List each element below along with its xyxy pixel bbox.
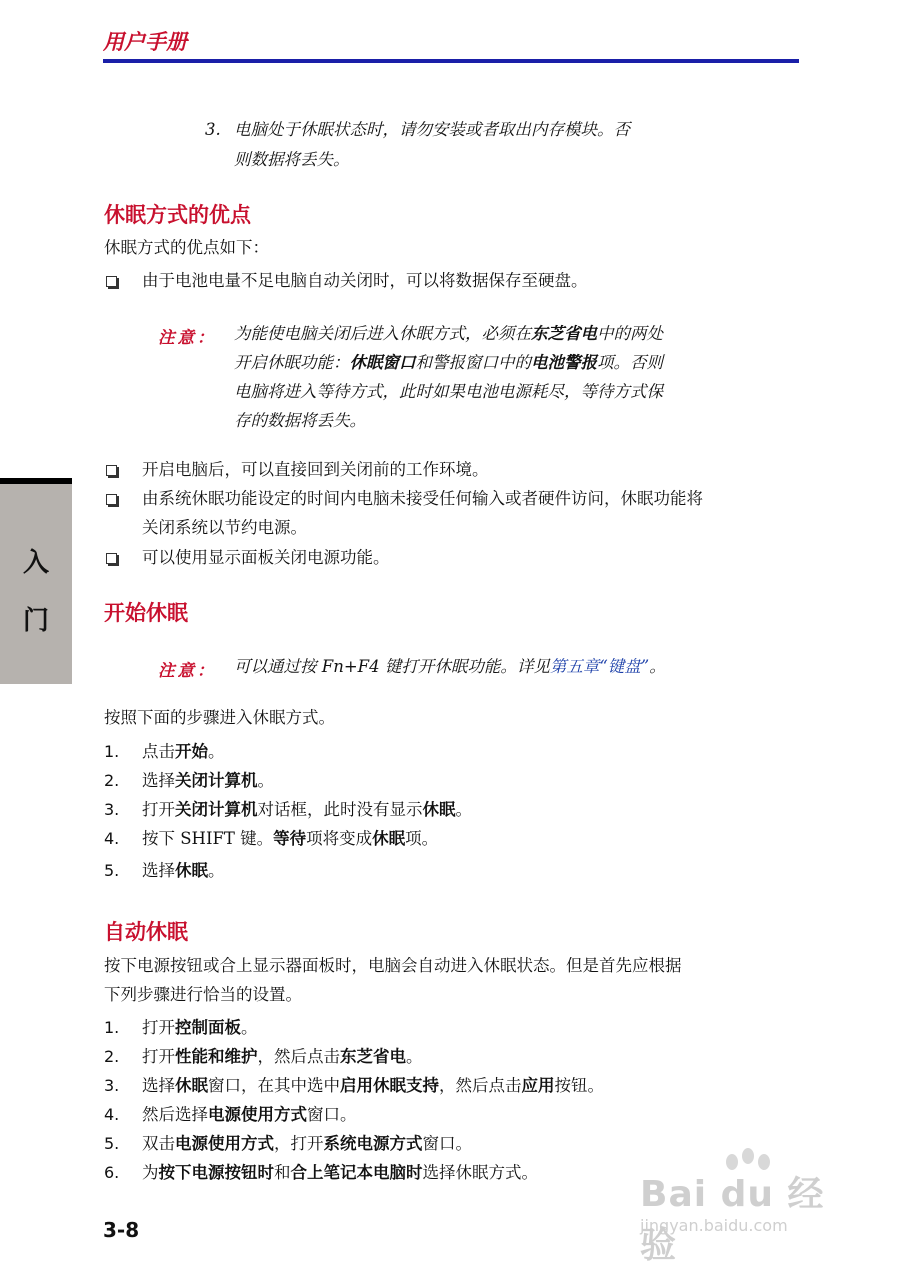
header-divider [103, 59, 799, 63]
page-number: 3-8 [103, 1218, 140, 1242]
note-bold-term: 休眠窗口 [349, 353, 416, 372]
note-text: 可以通过按 Fn+F4 键打开休眠功能。详见 [234, 657, 550, 676]
intro-item-line1: 电脑处于休眠状态时，请勿安装或者取出内存模块。否 [234, 120, 630, 139]
note-line-4: 存的数据将丢失。 [234, 411, 366, 430]
note-label: 注意： [158, 661, 217, 680]
step-number: 2. [104, 771, 120, 790]
step-text: 双击电源使用方式，打开系统电源方式窗口。 [142, 1134, 472, 1153]
note-text: 项。否则 [597, 353, 663, 372]
note-fn-f4 [234, 657, 666, 677]
side-tab-char-2: 门 [22, 606, 49, 636]
step-text: 打开关闭计算机对话框，此时没有显示休眠。 [142, 800, 472, 819]
note-text: 。 [649, 657, 666, 676]
watermark-url: jingyan.baidu.com [640, 1216, 788, 1235]
auto-lead-line2: 下列步骤进行恰当的设置。 [104, 985, 302, 1004]
section-heading-advantages: 休眠方式的优点 [104, 203, 251, 227]
advantage-item-3-line1: 由系统休眠功能设定的时间内电脑未接受任何输入或者硬件访问，休眠功能将 [142, 489, 703, 508]
advantages-lead: 休眠方式的优点如下： [104, 238, 269, 257]
side-tab-char-1: 入 [22, 548, 49, 578]
step-text: 选择关闭计算机。 [142, 771, 274, 790]
step-text: 打开控制面板。 [142, 1018, 258, 1037]
note-line-2 [234, 353, 663, 373]
step-text: 按下 SHIFT 键。等待项将变成休眠项。 [142, 829, 439, 848]
step-text: 然后选择电源使用方式窗口。 [142, 1105, 357, 1124]
checkbox-bullet-icon [106, 494, 117, 505]
step-number: 6. [104, 1163, 120, 1182]
note-text: 中的两处 [597, 324, 663, 343]
intro-item-line2: 则数据将丢失。 [234, 150, 350, 169]
note-label: 注意： [158, 328, 217, 347]
step-number: 3. [104, 1076, 120, 1095]
note-text: 和警报窗口中的 [415, 353, 531, 372]
section-heading-start-hibernate: 开始休眠 [104, 601, 188, 625]
step-text: 选择休眠窗口，在其中选中启用休眠支持，然后点击应用按钮。 [142, 1076, 604, 1095]
note-text: 为能使电脑关闭后进入休眠方式，必须在 [234, 324, 531, 343]
watermark-brand: Bai du 经验 [640, 1174, 825, 1266]
step-number: 1. [104, 1018, 120, 1037]
manual-title: 用户手册 [103, 30, 187, 54]
steps-lead: 按照下面的步骤进入休眠方式。 [104, 708, 335, 727]
advantage-item-4: 可以使用显示面板关闭电源功能。 [142, 548, 390, 567]
step-number: 5. [104, 1134, 120, 1153]
step-number: 4. [104, 1105, 120, 1124]
chapter-side-tab [0, 478, 72, 684]
section-heading-auto-hibernate: 自动休眠 [104, 920, 188, 944]
advantage-item-3-line2: 关闭系统以节约电源。 [142, 518, 307, 537]
step-number: 2. [104, 1047, 120, 1066]
intro-item-number: 3. [205, 120, 221, 139]
note-line-1 [234, 324, 663, 344]
checkbox-bullet-icon [106, 465, 117, 476]
step-text: 点击开始。 [142, 742, 225, 761]
note-text: 开启休眠功能： [234, 353, 350, 372]
step-number: 3. [104, 800, 120, 819]
note-line-3: 电脑将进入等待方式，此时如果电池电源耗尽，等待方式保 [234, 382, 663, 401]
keyboard-chapter-link[interactable]: 第五章“键盘” [549, 657, 650, 676]
step-text: 选择休眠。 [142, 861, 225, 880]
advantage-item-2: 开启电脑后，可以直接回到关闭前的工作环境。 [142, 460, 489, 479]
advantage-item-1: 由于电池电量不足电脑自动关闭时，可以将数据保存至硬盘。 [142, 271, 588, 290]
step-number: 4. [104, 829, 120, 848]
auto-lead-line1: 按下电源按钮或合上显示器面板时，电脑会自动进入休眠状态。但是首先应根据 [104, 956, 682, 975]
step-number: 1. [104, 742, 120, 761]
note-bold-term: 电池警报 [531, 353, 597, 372]
note-bold-term: 东芝省电 [531, 324, 597, 343]
baidu-jingyan-watermark [640, 1148, 850, 1266]
step-text: 打开性能和维护，然后点击东芝省电。 [142, 1047, 423, 1066]
checkbox-bullet-icon [106, 553, 117, 564]
step-text: 为按下电源按钮时和合上笔记本电脑时选择休眠方式。 [142, 1163, 538, 1182]
checkbox-bullet-icon [106, 276, 117, 287]
step-number: 5. [104, 861, 120, 880]
